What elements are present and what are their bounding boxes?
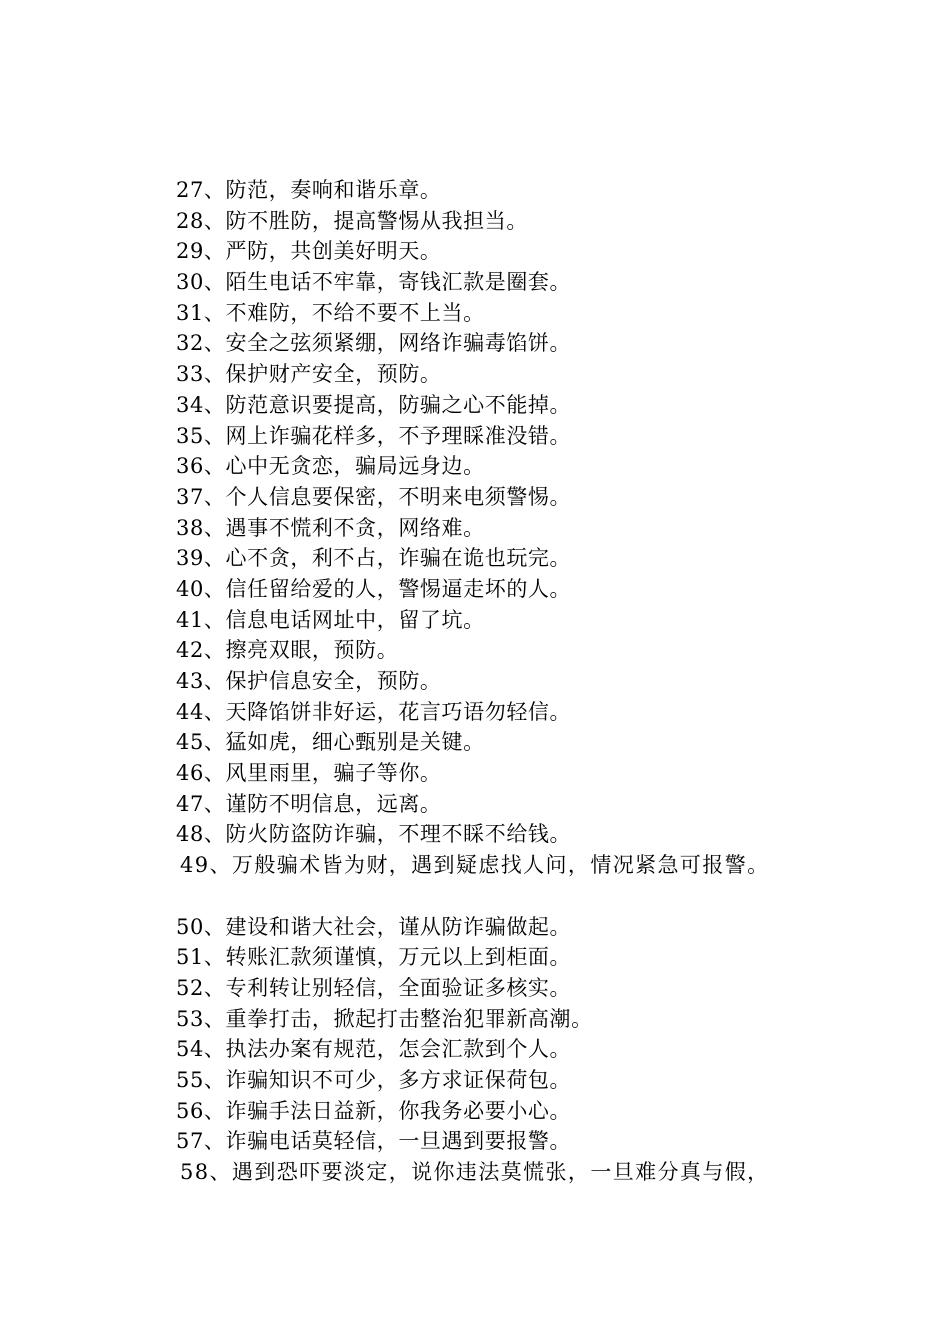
list-item: 35、网上诈骗花样多，不予理睬准没错。 [176,423,572,448]
list-item: 46、风里雨里，骗子等你。 [176,761,442,786]
list-item: 27、防范，奏响和谐乐章。 [176,178,442,202]
list-item: 42、擦亮双眼，预防。 [176,638,399,663]
list-item: 45、猛如虎，细心甄别是关键。 [176,730,485,755]
list-item: 55、诈骗知识不可少，多方求证保荷包。 [176,1067,572,1092]
list-item: 43、保护信息安全，预防。 [176,669,442,693]
list-item: 39、心不贪，利不占，诈骗在诡也玩完。 [176,546,572,571]
list-item: 29、严防，共创美好明天。 [176,239,442,264]
list-item: 36、心中无贪恋，骗局远身边。 [176,454,485,479]
list-item: 58、遇到恐吓要淡定，说你违法莫慌张，一旦难分真与假， [180,1160,770,1184]
paragraph-gap [176,881,916,912]
list-item: 37、个人信息要保密，不明来电须警惕。 [176,484,572,509]
list-item: 47、谨防不明信息，远离。 [176,791,442,816]
list-item: 56、诈骗手法日益新，你我务必要小心。 [176,1098,572,1123]
slogan-list [176,175,916,1188]
list-item: 53、重拳打击，掀起打击整治犯罪新高潮。 [176,1006,593,1031]
list-item: 31、不难防，不给不要不上当。 [176,300,485,325]
list-item: 51、转账汇款须谨慎，万元以上到柜面。 [176,945,572,970]
list-item: 28、防不胜防，提高警惕从我担当。 [176,208,528,233]
list-item: 32、安全之弦须紧绷，网络诈骗毒馅饼。 [176,331,572,356]
list-item: 40、信任留给爱的人，警惕逼走坏的人。 [176,576,572,601]
list-item: 48、防火防盗防诈骗，不理不睬不给钱。 [176,822,572,847]
list-item: 33、保护财产安全，预防。 [176,362,442,387]
list-item: 49、万般骗术皆为财，遇到疑虑找人问，情况紧急可报警。 [180,853,770,878]
list-item: 30、陌生电话不牢靠，寄钱汇款是圈套。 [176,270,572,295]
list-item: 54、执法办案有规范，怎会汇款到个人。 [176,1037,572,1062]
list-item: 50、建设和谐大社会，谨从防诈骗做起。 [176,914,572,939]
list-item: 34、防范意识要提高，防骗之心不能掉。 [176,392,572,417]
list-item: 44、天降馅饼非好运，花言巧语勿轻信。 [176,699,572,724]
list-item: 52、专利转让别轻信，全面验证多核实。 [176,975,572,1000]
list-item: 38、遇事不慌利不贪，网络难。 [176,515,485,540]
list-item: 41、信息电话网址中，留了坑。 [176,607,485,632]
list-item: 57、诈骗电话莫轻信，一旦遇到要报警。 [176,1129,572,1154]
